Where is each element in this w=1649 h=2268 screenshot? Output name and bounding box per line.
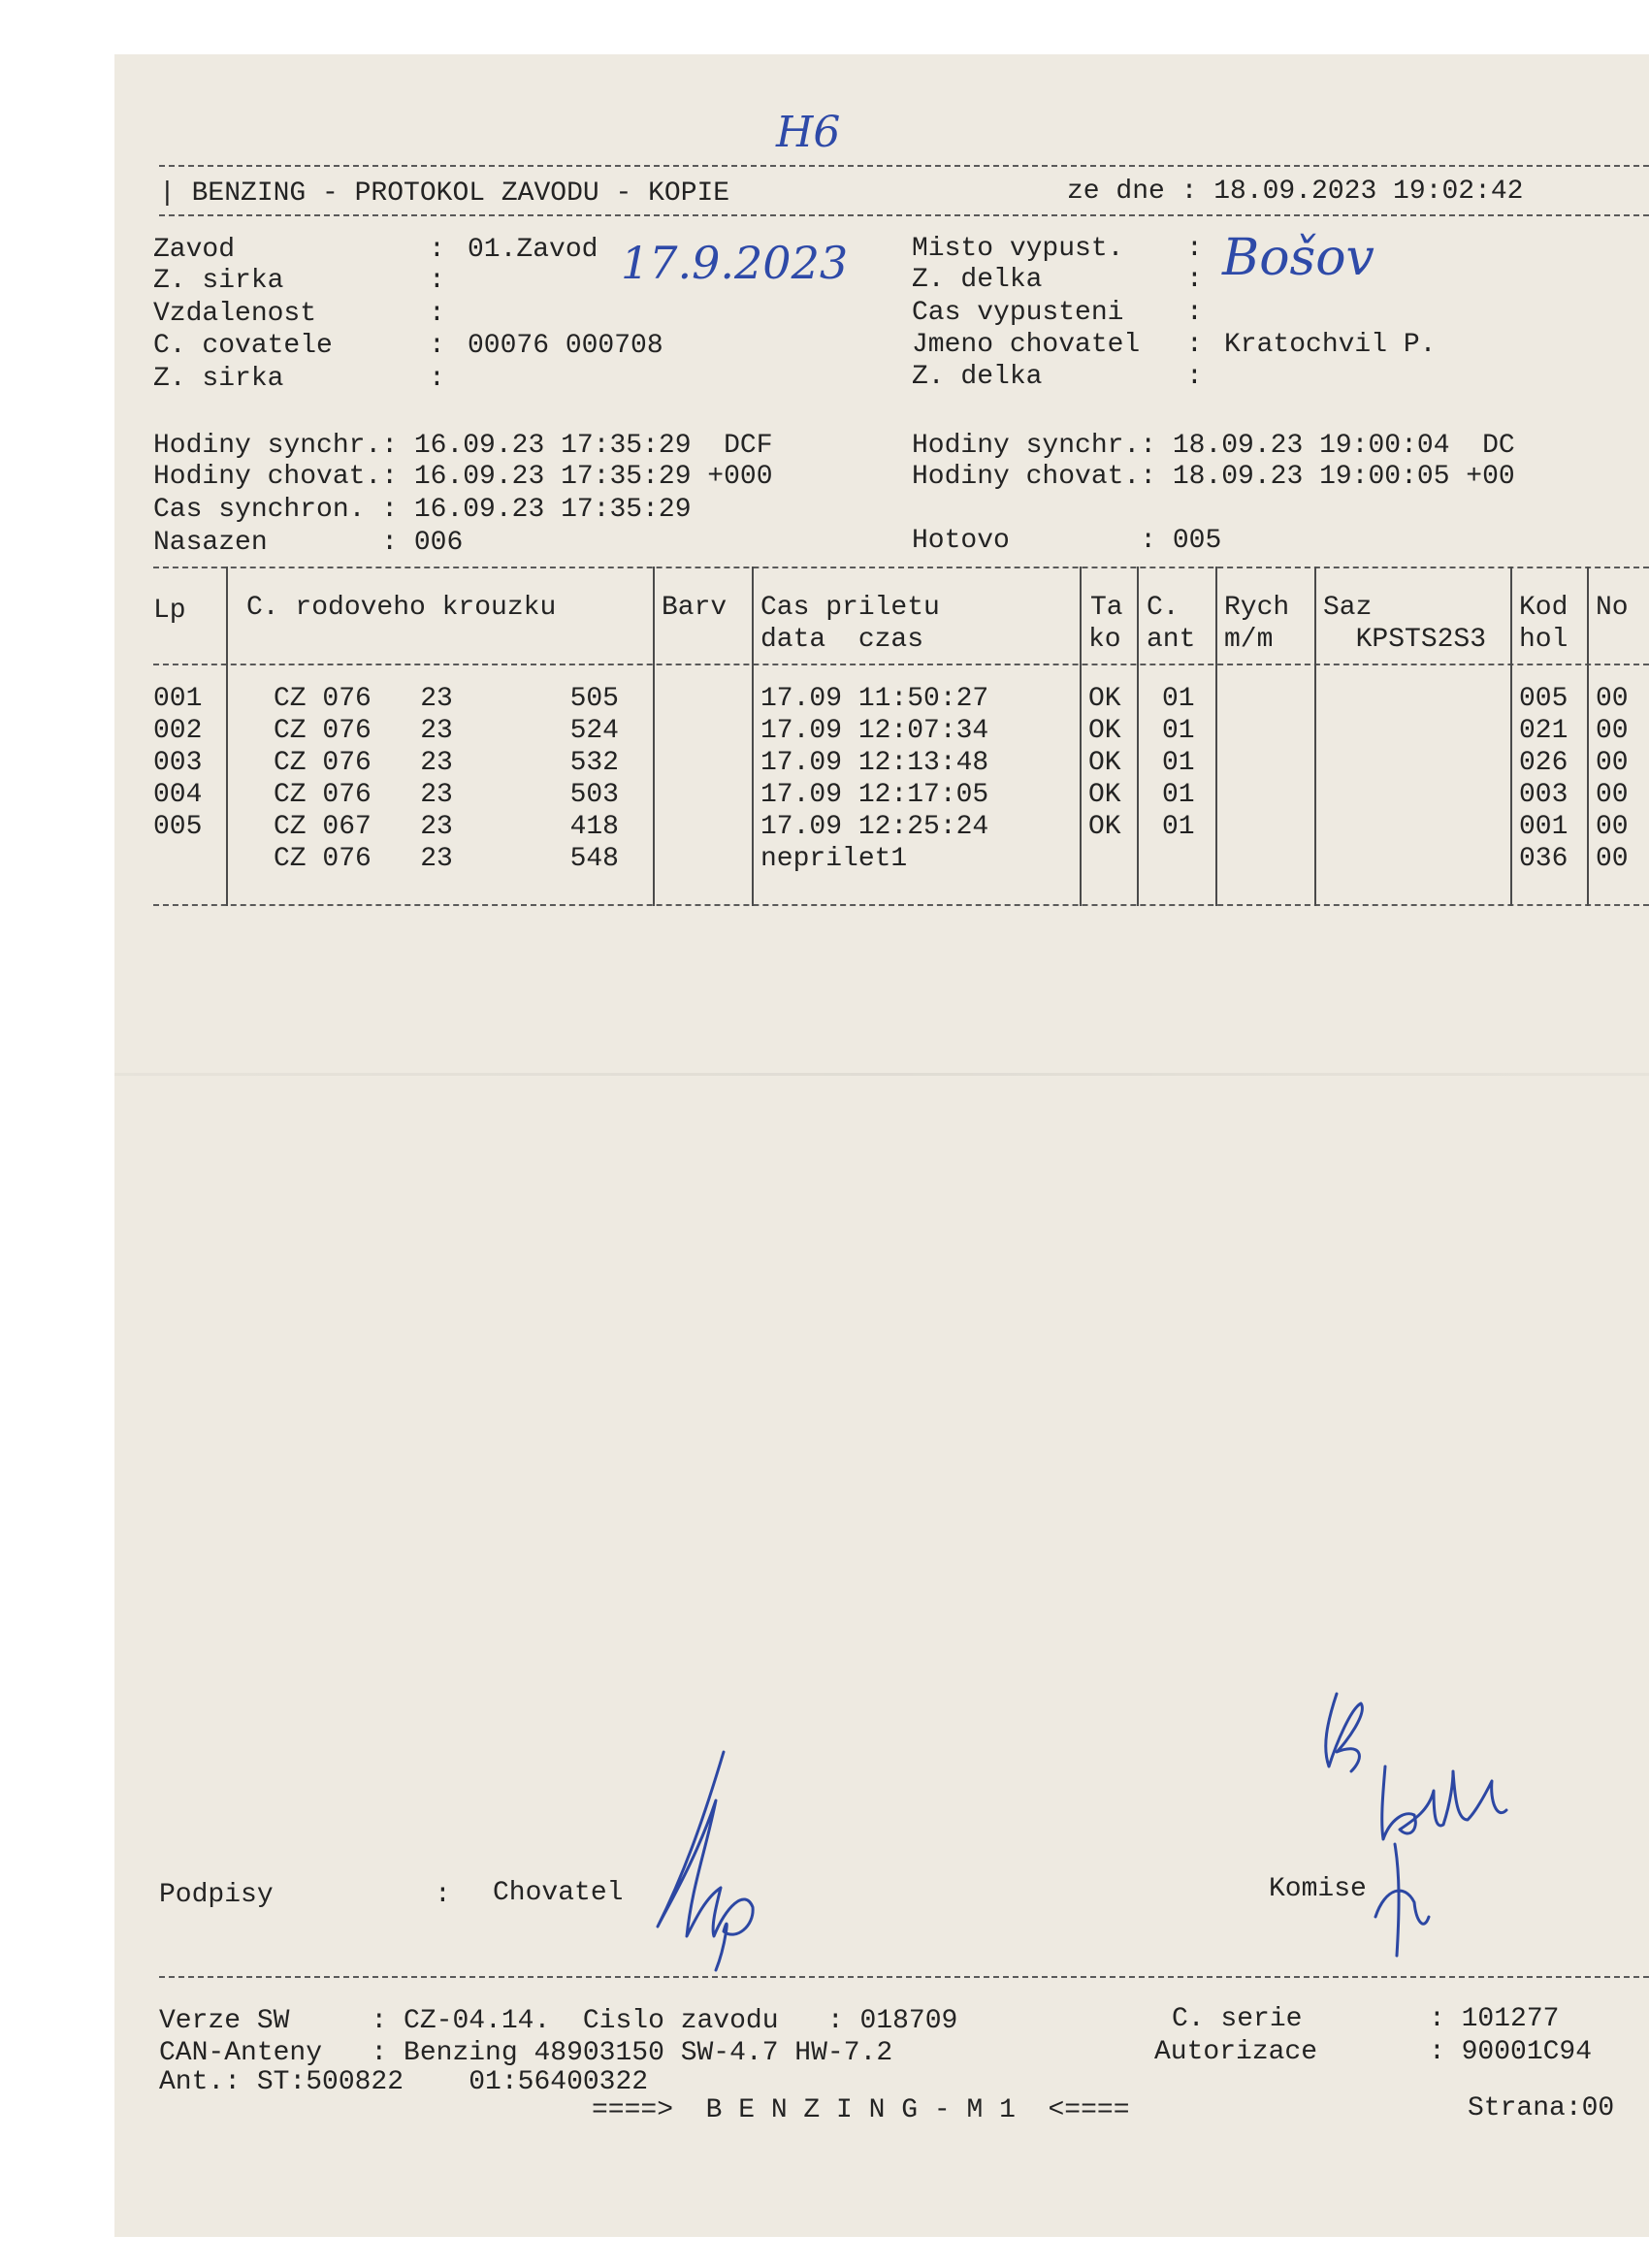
header-tako-sub: ko	[1088, 625, 1121, 655]
info-sep: :	[429, 235, 445, 265]
table-row	[114, 684, 1649, 716]
info-label: Z. delka	[912, 362, 1043, 392]
cell-arrival: 17.09 12:17:05	[760, 780, 989, 810]
footer-page: Strana:00	[1468, 2093, 1615, 2123]
header-arrival-sub: data czas	[760, 625, 924, 655]
signatures-label: Podpisy	[159, 1880, 274, 1910]
cell-no: 00	[1596, 748, 1629, 778]
info-sep: :	[429, 364, 445, 394]
cell-ring-number: 548	[569, 844, 619, 874]
sync-line: Nasazen : 006	[153, 528, 464, 558]
owner-signature	[638, 1742, 813, 1975]
cell-antenna: 01	[1162, 812, 1195, 842]
info-sep: :	[429, 266, 445, 296]
footer-serial-label: C. serie	[1172, 2004, 1303, 2034]
cell-lp: 004	[153, 780, 203, 810]
document-page	[114, 54, 1649, 2237]
handwritten-date: 17.9.2023	[621, 237, 849, 289]
header-speed: Rych	[1224, 593, 1290, 623]
table-row	[114, 716, 1649, 748]
footer-rule	[159, 1976, 1649, 1978]
info-label: Vzdalenost	[153, 299, 317, 329]
info-label: Zavod	[153, 235, 236, 265]
cell-tako: OK	[1088, 748, 1121, 778]
info-value: Kratochvil P.	[1224, 330, 1437, 360]
cell-lp: 001	[153, 684, 203, 714]
info-value: 01.Zavod	[468, 235, 598, 265]
header-kod: Kod	[1519, 593, 1568, 623]
footer-banner: ====> B E N Z I N G - M 1 <====	[592, 2095, 1130, 2125]
info-label: Z. delka	[912, 265, 1043, 295]
info-sep: :	[429, 331, 445, 361]
header-bottom-rule	[159, 214, 1649, 216]
cell-no: 00	[1596, 684, 1629, 714]
owner-label: Chovatel	[493, 1878, 624, 1908]
document-title: | BENZING - PROTOKOL ZAVODU - KOPIE	[159, 178, 730, 209]
info-sep: :	[1186, 362, 1203, 392]
cell-ring: CZ 076 23	[274, 780, 453, 810]
cell-arrival: 17.09 11:50:27	[760, 684, 989, 714]
info-label: Cas vypusteni	[912, 298, 1124, 328]
cell-lp: 002	[153, 716, 203, 746]
info-label: Misto vypust.	[912, 234, 1124, 264]
cell-lp: 005	[153, 812, 203, 842]
cell-ring: CZ 076 23	[274, 716, 453, 746]
commission-signature	[1308, 1674, 1540, 1965]
sync-line: Hotovo : 005	[912, 526, 1222, 556]
footer-antenna: CAN-Anteny : Benzing 48903150 SW-4.7 HW-7.2	[159, 2038, 893, 2068]
info-sep: :	[1186, 265, 1203, 295]
signatures-sep: :	[435, 1880, 451, 1910]
header-ring: C. rodoveho krouzku	[246, 593, 557, 623]
table-row	[114, 748, 1649, 780]
sync-line: Hodiny synchr.: 16.09.23 17:35:29 DCF	[153, 431, 773, 461]
cell-kod: 005	[1519, 684, 1568, 714]
header-color: Barv	[662, 593, 728, 623]
cell-kod: 021	[1519, 716, 1568, 746]
header-lp: Lp	[153, 596, 186, 626]
cell-ring-number: 505	[569, 684, 619, 714]
header-saz-sub: KPSTS2S3	[1323, 625, 1487, 655]
header-antenna: C.	[1147, 593, 1180, 623]
cell-tako: OK	[1088, 812, 1121, 842]
footer-ant-serial: Ant.: ST:500822 01:56400322	[159, 2067, 649, 2097]
header-no: No	[1596, 593, 1629, 623]
handwritten-place: Bošov	[1222, 229, 1374, 287]
table-row	[114, 780, 1649, 812]
header-kod-sub: hol	[1519, 625, 1568, 655]
info-sep: :	[429, 299, 445, 329]
cell-ring: CZ 067 23	[274, 812, 453, 842]
handwritten-mark: H6	[776, 108, 841, 157]
footer-authorization-label: Autorizace	[1154, 2037, 1318, 2067]
cell-no: 00	[1596, 780, 1629, 810]
cell-kod: 036	[1519, 844, 1568, 874]
footer-serial-value: : 101277	[1429, 2004, 1560, 2034]
cell-ring-number: 532	[569, 748, 619, 778]
info-label: Z. sirka	[153, 266, 284, 296]
table-header-rule	[153, 664, 1649, 665]
sync-line: Hodiny synchr.: 18.09.23 19:00:04 DC	[912, 431, 1515, 461]
table-row	[114, 844, 1649, 876]
cell-antenna: 01	[1162, 780, 1195, 810]
sync-line: Hodiny chovat.: 16.09.23 17:35:29 +000	[153, 462, 773, 492]
commission-label: Komise	[1269, 1874, 1367, 1904]
header-speed-sub: m/m	[1224, 625, 1274, 655]
info-sep: :	[1186, 330, 1203, 360]
document-date: ze dne : 18.09.2023 19:02:42	[1067, 177, 1524, 207]
cell-lp: 003	[153, 748, 203, 778]
sync-line: Hodiny chovat.: 18.09.23 19:00:05 +00	[912, 462, 1515, 492]
footer-version: Verze SW : CZ-04.14. Cislo zavodu : 018709	[159, 2006, 958, 2036]
cell-ring-number: 418	[569, 812, 619, 842]
cell-ring: CZ 076 23	[274, 748, 453, 778]
cell-tako: OK	[1088, 716, 1121, 746]
header-top-rule	[159, 165, 1649, 167]
table-top-rule	[153, 567, 1649, 568]
cell-arrival: 17.09 12:13:48	[760, 748, 989, 778]
info-label: Z. sirka	[153, 364, 284, 394]
cell-tako: OK	[1088, 684, 1121, 714]
table-bottom-rule	[153, 904, 1649, 906]
cell-ring: CZ 076 23	[274, 844, 453, 874]
cell-antenna: 01	[1162, 748, 1195, 778]
cell-no: 00	[1596, 812, 1629, 842]
info-label: Jmeno chovatel	[912, 330, 1141, 360]
header-antenna-sub: ant	[1147, 625, 1196, 655]
cell-no: 00	[1596, 716, 1629, 746]
header-arrival: Cas priletu	[760, 593, 940, 623]
info-sep: :	[1186, 234, 1203, 264]
cell-kod: 003	[1519, 780, 1568, 810]
cell-ring-number: 524	[569, 716, 619, 746]
cell-antenna: 01	[1162, 716, 1195, 746]
cell-kod: 026	[1519, 748, 1568, 778]
header-tako: Ta	[1090, 593, 1123, 623]
table-row	[114, 812, 1649, 844]
header-saz: Saz	[1323, 593, 1373, 623]
cell-arrival: 17.09 12:25:24	[760, 812, 989, 842]
cell-tako: OK	[1088, 780, 1121, 810]
cell-arrival: 17.09 12:07:34	[760, 716, 989, 746]
cell-ring-number: 503	[569, 780, 619, 810]
cell-arrival: neprilet1	[760, 844, 908, 874]
cell-antenna: 01	[1162, 684, 1195, 714]
cell-no: 00	[1596, 844, 1629, 874]
footer-authorization-value: : 90001C94	[1429, 2037, 1593, 2067]
cell-ring: CZ 076 23	[274, 684, 453, 714]
info-sep: :	[1186, 298, 1203, 328]
sync-line: Cas synchron. : 16.09.23 17:35:29	[153, 495, 692, 525]
info-label: C. covatele	[153, 331, 333, 361]
cell-kod: 001	[1519, 812, 1568, 842]
info-value: 00076 000708	[468, 331, 663, 361]
